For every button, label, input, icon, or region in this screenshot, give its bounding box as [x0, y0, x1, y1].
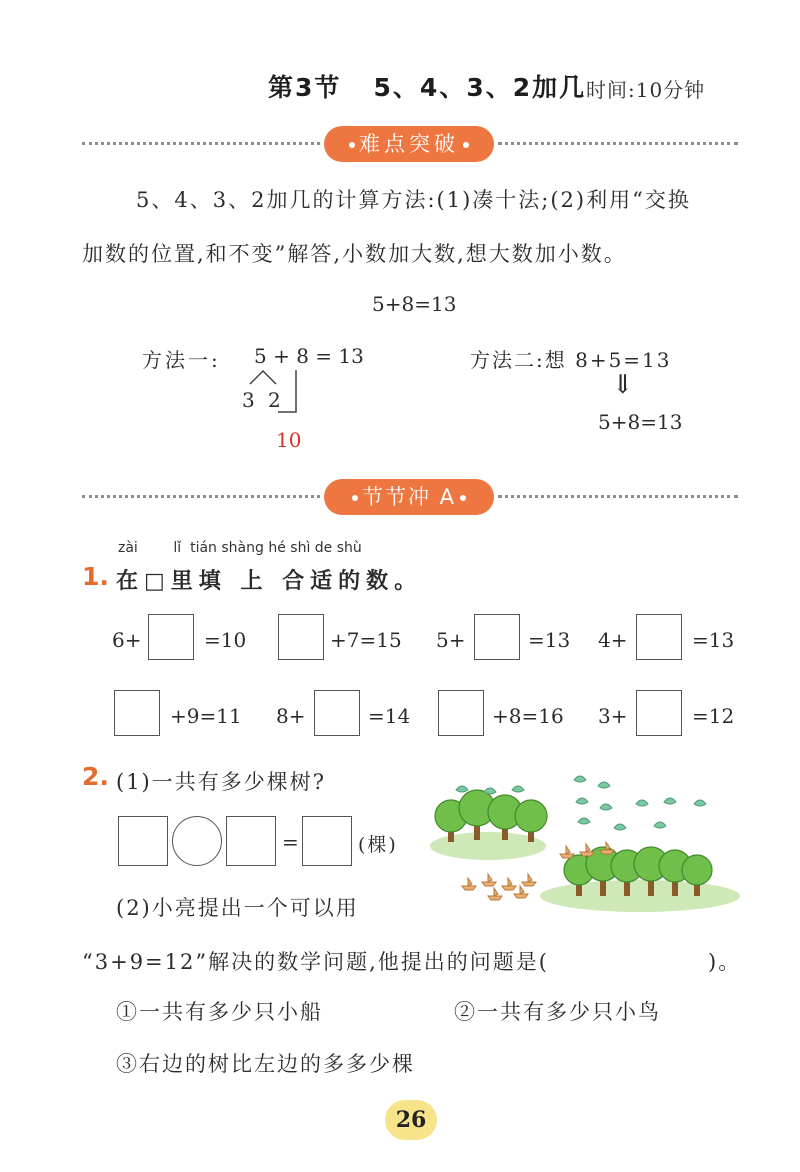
answer-box[interactable] [636, 690, 682, 736]
section-topic: 5、4、3、2加几 [373, 73, 587, 102]
q2-part2-line2: “3+9=12”解决的数学问题,他提出的问题是( [82, 950, 549, 974]
operator-circle[interactable] [172, 816, 222, 866]
down-arrow-icon: ⇓ [612, 370, 634, 400]
dotted-divider-left-2 [82, 495, 320, 498]
q1-r1-a-prefix: 6+ [112, 628, 142, 652]
q1-r2-d-prefix: 3+ [598, 704, 628, 728]
q1-r1-c-prefix: 5+ [436, 628, 466, 652]
dotted-divider-right [498, 142, 738, 145]
unit-label: (棵) [358, 834, 398, 856]
section-title [268, 68, 586, 104]
split-part-three: 3 [242, 388, 255, 412]
banner-difficult-points-label: 难点突破 [359, 132, 459, 156]
q2-option-3[interactable]: ③右边的树比左边的多多少棵 [116, 1052, 415, 1076]
q1-r2-a-suffix: +9=11 [170, 704, 242, 728]
split-part-two: 2 [268, 388, 281, 412]
answer-box[interactable] [438, 690, 484, 736]
dotted-divider-right-2 [498, 495, 738, 498]
answer-box[interactable] [118, 816, 168, 866]
q1-r2-d-suffix: =12 [692, 704, 735, 728]
answer-box[interactable] [474, 614, 520, 660]
q1-r1-d-prefix: 4+ [598, 628, 628, 652]
intro-line-1: 5、4、3、2加几的计算方法:(1)凑十法;(2)利用“交换 [136, 188, 691, 212]
q2-option-1[interactable]: ①一共有多少只小船 [116, 1000, 323, 1024]
answer-box[interactable] [278, 614, 324, 660]
answer-box[interactable] [636, 614, 682, 660]
q2-part1: (1)一共有多少棵树? [116, 770, 327, 794]
trees-birds-boats-illustration [428, 768, 748, 918]
banner-practice-a [324, 479, 494, 515]
method-one-expression: 5 + 8 = 13 [254, 344, 364, 368]
page-number: 26 [385, 1100, 437, 1140]
q2-number: 2. [82, 762, 109, 791]
method-two-label: 方法二:想 8+5=13 [470, 348, 672, 372]
dotted-divider-left [82, 142, 320, 145]
q1-r1-b-suffix: +7=15 [330, 628, 402, 652]
q2-part2-line1: (2)小亮提出一个可以用 [116, 896, 359, 920]
q1-r1-c-suffix: =13 [528, 628, 571, 652]
example-equation: 5+8=13 [372, 292, 457, 316]
q1-r2-c-suffix: +8=16 [492, 704, 564, 728]
intro-line-2: 加数的位置,和不变”解答,小数加大数,想大数加小数。 [82, 242, 627, 266]
answer-box[interactable] [114, 690, 160, 736]
answer-box[interactable] [314, 690, 360, 736]
q1-title: 在□里填 上 合适的数。 [116, 569, 423, 594]
answer-box[interactable] [226, 816, 276, 866]
method-two-result: 5+8=13 [598, 410, 683, 434]
answer-box[interactable] [302, 816, 352, 866]
q1-r2-b-suffix: =14 [368, 704, 411, 728]
method-one-label: 方法一: [142, 348, 221, 372]
q1-number: 1. [82, 562, 109, 591]
q1-r2-b-prefix: 8+ [276, 704, 306, 728]
banner-difficult-points [324, 126, 494, 162]
make-ten-result: 10 [276, 428, 302, 452]
q1-r1-a-suffix: =10 [204, 628, 247, 652]
q2-part2-close: )。 [708, 950, 742, 974]
q2-option-2[interactable]: ②一共有多少只小鸟 [454, 1000, 661, 1024]
q1-r1-d-suffix: =13 [692, 628, 735, 652]
q1-pinyin: zài lǐ tián shàng hé shì de shù [118, 540, 362, 556]
section-number: 第3节 [268, 73, 342, 102]
time-limit: 时间:10分钟 [586, 78, 706, 102]
equals-sign: = [282, 830, 299, 854]
answer-box[interactable] [148, 614, 194, 660]
banner-practice-a-label: 节节冲 A [361, 485, 457, 509]
